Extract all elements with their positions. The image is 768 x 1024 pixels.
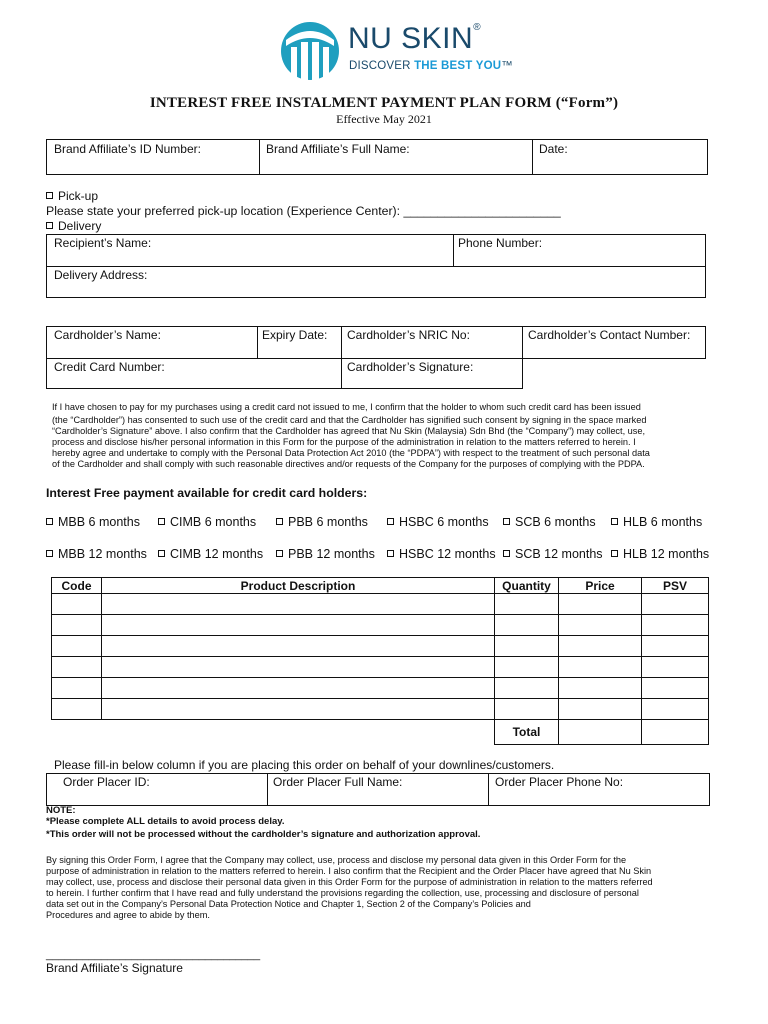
note-line-1: *Please complete ALL details to avoid process delay. — [46, 816, 285, 827]
code-cell[interactable] — [52, 594, 102, 615]
price-cell[interactable] — [559, 678, 642, 699]
note-heading: NOTE: — [46, 805, 76, 816]
checkbox-icon[interactable] — [611, 550, 618, 557]
checkbox-icon[interactable] — [276, 550, 283, 557]
quantity-cell[interactable] — [495, 678, 559, 699]
option-scb-12[interactable]: SCB 12 months — [503, 547, 603, 561]
price-cell[interactable] — [559, 636, 642, 657]
product-table — [51, 577, 709, 745]
divider — [453, 234, 454, 266]
note-line-2: *This order will not be processed without the cardholder’s signature and authorization approval. — [46, 829, 481, 840]
option-cimb-12[interactable]: CIMB 12 months — [158, 547, 263, 561]
expiry-date-field[interactable]: Expiry Date: — [262, 328, 328, 342]
option-pbb-12[interactable]: PBB 12 months — [276, 547, 375, 561]
price-cell[interactable] — [559, 615, 642, 636]
quantity-cell[interactable] — [495, 615, 559, 636]
nu-skin-logo-icon — [280, 20, 340, 82]
checkbox-icon[interactable] — [611, 518, 618, 525]
description-cell[interactable] — [102, 636, 495, 657]
option-cimb-6[interactable]: CIMB 6 months — [158, 515, 256, 529]
checkbox-icon[interactable] — [158, 518, 165, 525]
divider — [259, 139, 260, 175]
checkbox-icon[interactable] — [46, 192, 53, 199]
code-cell[interactable] — [52, 615, 102, 636]
checkbox-icon[interactable] — [276, 518, 283, 525]
description-cell[interactable] — [102, 678, 495, 699]
payment-heading: Interest Free payment available for credit card holders: — [46, 486, 368, 500]
quantity-cell[interactable] — [495, 657, 559, 678]
psv-cell[interactable] — [642, 678, 709, 699]
option-mbb-12[interactable]: MBB 12 months — [46, 547, 147, 561]
brand-tagline: DISCOVER THE BEST YOU™ — [349, 60, 513, 72]
delivery-address-field[interactable]: Delivery Address: — [54, 268, 148, 282]
phone-number-field[interactable]: Phone Number: — [458, 236, 543, 250]
divider — [257, 326, 258, 359]
nric-field[interactable]: Cardholder’s NRIC No: — [347, 328, 470, 342]
divider — [522, 326, 523, 359]
checkbox-icon[interactable] — [387, 518, 394, 525]
order-placer-name-field[interactable]: Order Placer Full Name: — [273, 775, 403, 789]
divider — [46, 266, 706, 267]
divider — [267, 773, 268, 806]
checkbox-icon[interactable] — [387, 550, 394, 557]
table-row — [52, 678, 709, 699]
order-placer-intro: Please fill-in below column if you are placing this order on behalf of your downlines/customers. — [54, 758, 555, 772]
option-hsbc-12[interactable]: HSBC 12 months — [387, 547, 496, 561]
code-cell[interactable] — [52, 678, 102, 699]
option-scb-6[interactable]: SCB 6 months — [503, 515, 596, 529]
divider — [488, 773, 489, 806]
table-row — [52, 657, 709, 678]
price-cell[interactable] — [559, 657, 642, 678]
pickup-option[interactable]: Pick-up — [46, 189, 98, 203]
agreement-paragraph: By signing this Order Form, I agree that the Company may collect, use, process and disclose my personal data given in this Order Form for the purpose of administration in relation to the matters referred to herein. I also confirm that the Recipient and the Order Placer have agreed that Nu Skin may collect, use, process and disclose their personal data given in this Order Form for the purpose of administration in relation to the matters referred to herein. I further confirm that I have read and fully understand the provisions regarding the collection, use, processing and disclosure of personal data set out in the Company’s Personal Data Protection Notice and Chapter 1, Section 2 of the Company’s Policies and Procedures and agree to abide by them. — [46, 855, 653, 920]
table-row — [52, 699, 709, 720]
contact-number-field[interactable]: Cardholder’s Contact Number: — [528, 328, 691, 342]
psv-cell[interactable] — [642, 699, 709, 720]
total-label: Total — [495, 720, 559, 745]
option-hsbc-6[interactable]: HSBC 6 months — [387, 515, 489, 529]
psv-cell[interactable] — [642, 636, 709, 657]
checkbox-icon[interactable] — [503, 518, 510, 525]
table-header-row — [52, 578, 709, 594]
option-hlb-6[interactable]: HLB 6 months — [611, 515, 702, 529]
price-cell[interactable] — [559, 594, 642, 615]
brand-name: NU SKIN® — [348, 22, 482, 55]
table-row — [52, 615, 709, 636]
column-header-description: Product Description — [102, 578, 495, 594]
column-header-psv: PSV — [642, 578, 709, 594]
description-cell[interactable] — [102, 657, 495, 678]
cardholder-signature-field[interactable]: Cardholder’s Signature: — [347, 360, 474, 374]
checkbox-icon[interactable] — [158, 550, 165, 557]
effective-date: Effective May 2021 — [336, 112, 432, 126]
option-hlb-12[interactable]: HLB 12 months — [611, 547, 709, 561]
order-placer-phone-field[interactable]: Order Placer Phone No: — [495, 775, 624, 789]
affiliate-id-field[interactable]: Brand Affiliate’s ID Number: — [54, 142, 201, 156]
description-cell[interactable] — [102, 594, 495, 615]
affiliate-name-field[interactable]: Brand Affiliate’s Full Name: — [266, 142, 410, 156]
psv-cell[interactable] — [642, 615, 709, 636]
price-cell[interactable] — [559, 699, 642, 720]
quantity-cell[interactable] — [495, 636, 559, 657]
description-cell[interactable] — [102, 699, 495, 720]
quantity-cell[interactable] — [495, 594, 559, 615]
psv-cell[interactable] — [642, 657, 709, 678]
code-cell[interactable] — [52, 699, 102, 720]
divider — [341, 326, 342, 389]
pickup-location-field[interactable]: Please state your preferred pick-up location (Experience Center): _______________________ — [46, 204, 561, 218]
checkbox-icon[interactable] — [46, 550, 53, 557]
psv-cell[interactable] — [642, 594, 709, 615]
option-pbb-6[interactable]: PBB 6 months — [276, 515, 368, 529]
signature-line[interactable]: ___________________________________ — [46, 949, 261, 961]
total-psv-cell[interactable] — [642, 720, 709, 745]
total-price-cell[interactable] — [559, 720, 642, 745]
option-mbb-6[interactable]: MBB 6 months — [46, 515, 140, 529]
form-title: INTEREST FREE INSTALMENT PAYMENT PLAN FORM (“Form”) — [149, 95, 619, 111]
checkbox-icon[interactable] — [46, 518, 53, 525]
column-header-quantity: Quantity — [495, 578, 559, 594]
consent-paragraph: If I have chosen to pay for my purchases using a credit card not issued to me, I confirm that the holder to whom such credit card has been issued (the “Cardholder”) has consented to such use of the credit card and that the Cardholder has signified such consent by signing in the space marked “Cardholder’s Signature” above. I also confirm that the Cardholder has agreed that Nu Skin (Malaysia) Sdn Bhd (the “Company”) may collect, use, process and disclose his/her personal information in this Form for the purpose of the administration in relation to the matters referred to herein. I hereby agree and undertake to comply with the Personal Data Protection Act 2010 (the “PDPA”) with respect to the treatment of such personal data of the Cardholder and shall comply with such reasonable directives and/or requests of the Company for the purposes of complying with the PDPA. — [52, 402, 650, 469]
cardholder-name-field[interactable]: Cardholder’s Name: — [54, 328, 161, 342]
checkbox-icon[interactable] — [503, 550, 510, 557]
quantity-cell[interactable] — [495, 699, 559, 720]
divider — [532, 139, 533, 175]
column-header-code: Code — [52, 578, 102, 594]
signature-label: Brand Affiliate’s Signature — [46, 961, 183, 975]
recipient-name-field[interactable]: Recipient’s Name: — [54, 236, 152, 250]
code-cell[interactable] — [52, 636, 102, 657]
checkbox-icon[interactable] — [46, 222, 53, 229]
column-header-price: Price — [559, 578, 642, 594]
total-row — [52, 720, 709, 745]
table-row — [52, 594, 709, 615]
table-row — [52, 636, 709, 657]
code-cell[interactable] — [52, 657, 102, 678]
order-placer-id-field[interactable]: Order Placer ID: — [63, 775, 150, 789]
card-number-field[interactable]: Credit Card Number: — [54, 360, 165, 374]
date-field[interactable]: Date: — [539, 142, 568, 156]
description-cell[interactable] — [102, 615, 495, 636]
delivery-option[interactable]: Delivery — [46, 219, 101, 233]
